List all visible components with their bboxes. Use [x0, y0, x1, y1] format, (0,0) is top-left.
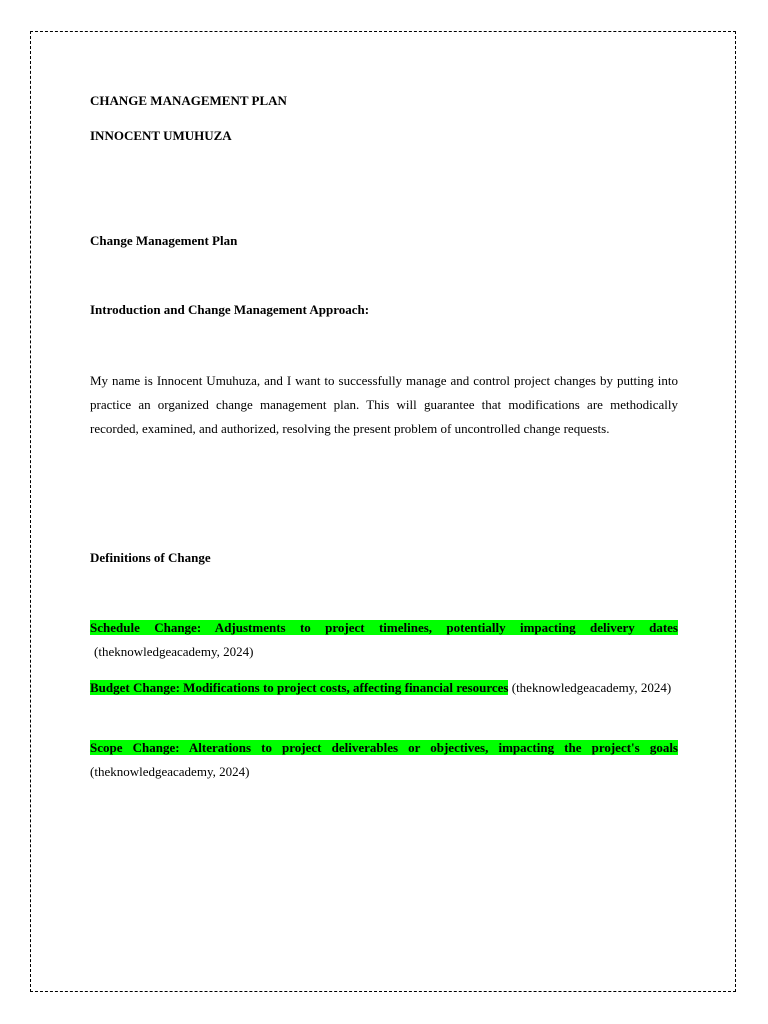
- document-title: CHANGE MANAGEMENT PLAN: [90, 93, 287, 108]
- definition-text: Scope Change: Alterations to project deliverables or objectives, impacting the project's goals: [90, 740, 678, 755]
- definition-text: Schedule Change: Adjustments to project timelines, potentially impacting delivery dates: [90, 620, 678, 635]
- definition-citation: (theknowledgeacademy, 2024): [90, 764, 250, 779]
- section-heading: Change Management Plan: [90, 233, 238, 248]
- intro-heading: Introduction and Change Management Approach:: [90, 302, 370, 317]
- author-name: INNOCENT UMUHUZA: [90, 128, 232, 143]
- definition-citation: (theknowledgeacademy, 2024): [511, 680, 672, 695]
- definition-budget-change: [90, 676, 678, 700]
- definition-schedule-change: [90, 616, 678, 664]
- definition-text: Budget Change: Modifications to project costs, affecting financial resources: [90, 680, 509, 695]
- definition-citation: (theknowledgeacademy, 2024): [94, 644, 254, 659]
- definitions-heading: Definitions of Change: [90, 550, 211, 565]
- definition-scope-change: [90, 736, 678, 784]
- intro-paragraph: My name is Innocent Umuhuza, and I want to successfully manage and control project changes by putting into practice an organized change management plan. This will guarantee that modifications are methodically recorded, examined, and authorized, resolving the present problem of uncontrolled change requests.: [90, 373, 678, 436]
- page-border: [30, 31, 736, 992]
